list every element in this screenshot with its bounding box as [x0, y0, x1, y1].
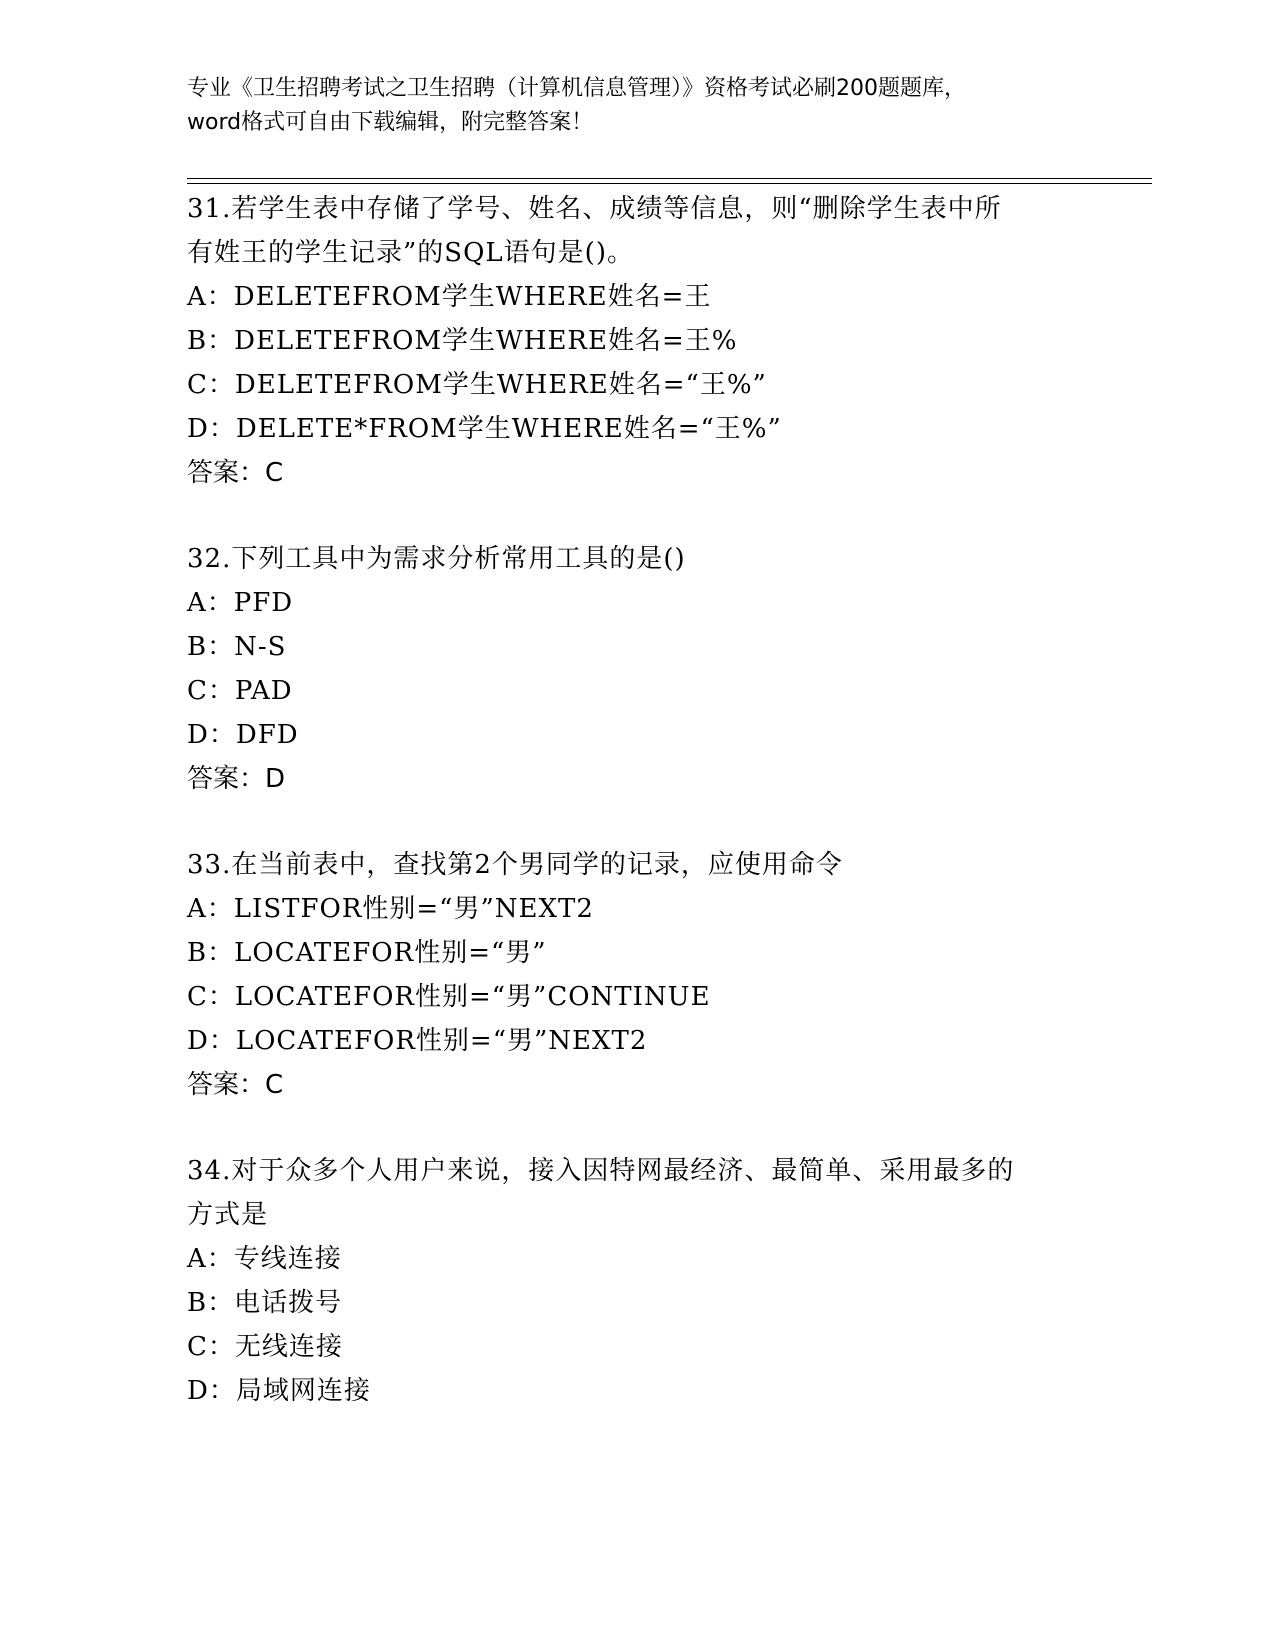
- header-divider-bottom: [187, 183, 1152, 184]
- option-d: D：DELETE*FROM学生WHERE姓名=“王%”: [187, 414, 782, 444]
- option-d: D：LOCATEFOR性别=“男”NEXT2: [187, 1026, 648, 1056]
- option-c: C：PAD: [187, 676, 293, 706]
- answer-label: 答案：C: [187, 1070, 284, 1100]
- header-line-1: 专业《卫生招聘考试之卫生招聘（计算机信息管理）》资格考试必刷200题题库，: [187, 76, 966, 101]
- option-c: C：LOCATEFOR性别=“男”CONTINUE: [187, 982, 711, 1012]
- question-stem-line: 31.若学生表中存储了学号、姓名、成绩等信息，则“删除学生表中所: [187, 194, 1002, 224]
- option-d: D：局域网连接: [187, 1376, 371, 1406]
- question-stem-line: 32.下列工具中为需求分析常用工具的是(): [187, 544, 686, 574]
- option-b: B：电话拨号: [187, 1288, 343, 1318]
- option-a: A：LISTFOR性别=“男”NEXT2: [187, 894, 594, 924]
- option-b: B：N-S: [187, 632, 287, 662]
- option-c: C：DELETEFROM学生WHERE姓名=“王%”: [187, 370, 767, 400]
- question-stem-line: 方式是: [187, 1200, 269, 1230]
- option-a: A：专线连接: [187, 1244, 342, 1274]
- header-divider-top: [187, 178, 1152, 179]
- answer-label: 答案：C: [187, 458, 284, 488]
- option-b: B：DELETEFROM学生WHERE姓名=王%: [187, 326, 738, 356]
- question-stem-line: 33.在当前表中，查找第2个男同学的记录，应使用命令: [187, 850, 843, 880]
- answer-label: 答案：D: [187, 764, 286, 794]
- option-c: C：无线连接: [187, 1332, 343, 1362]
- option-a: A：PFD: [187, 588, 294, 618]
- option-a: A：DELETEFROM学生WHERE姓名=王: [187, 282, 712, 312]
- document-header: [187, 72, 1087, 140]
- question-stem-line: 有姓王的学生记录”的SQL语句是()。: [187, 238, 634, 268]
- question-stem-line: 34.对于众多个人用户来说，接入因特网最经济、最简单、采用最多的: [187, 1156, 1015, 1186]
- option-d: D：DFD: [187, 720, 299, 750]
- header-line-2: word格式可自由下载编辑，附完整答案！: [187, 110, 594, 135]
- option-b: B：LOCATEFOR性别=“男”: [187, 938, 547, 968]
